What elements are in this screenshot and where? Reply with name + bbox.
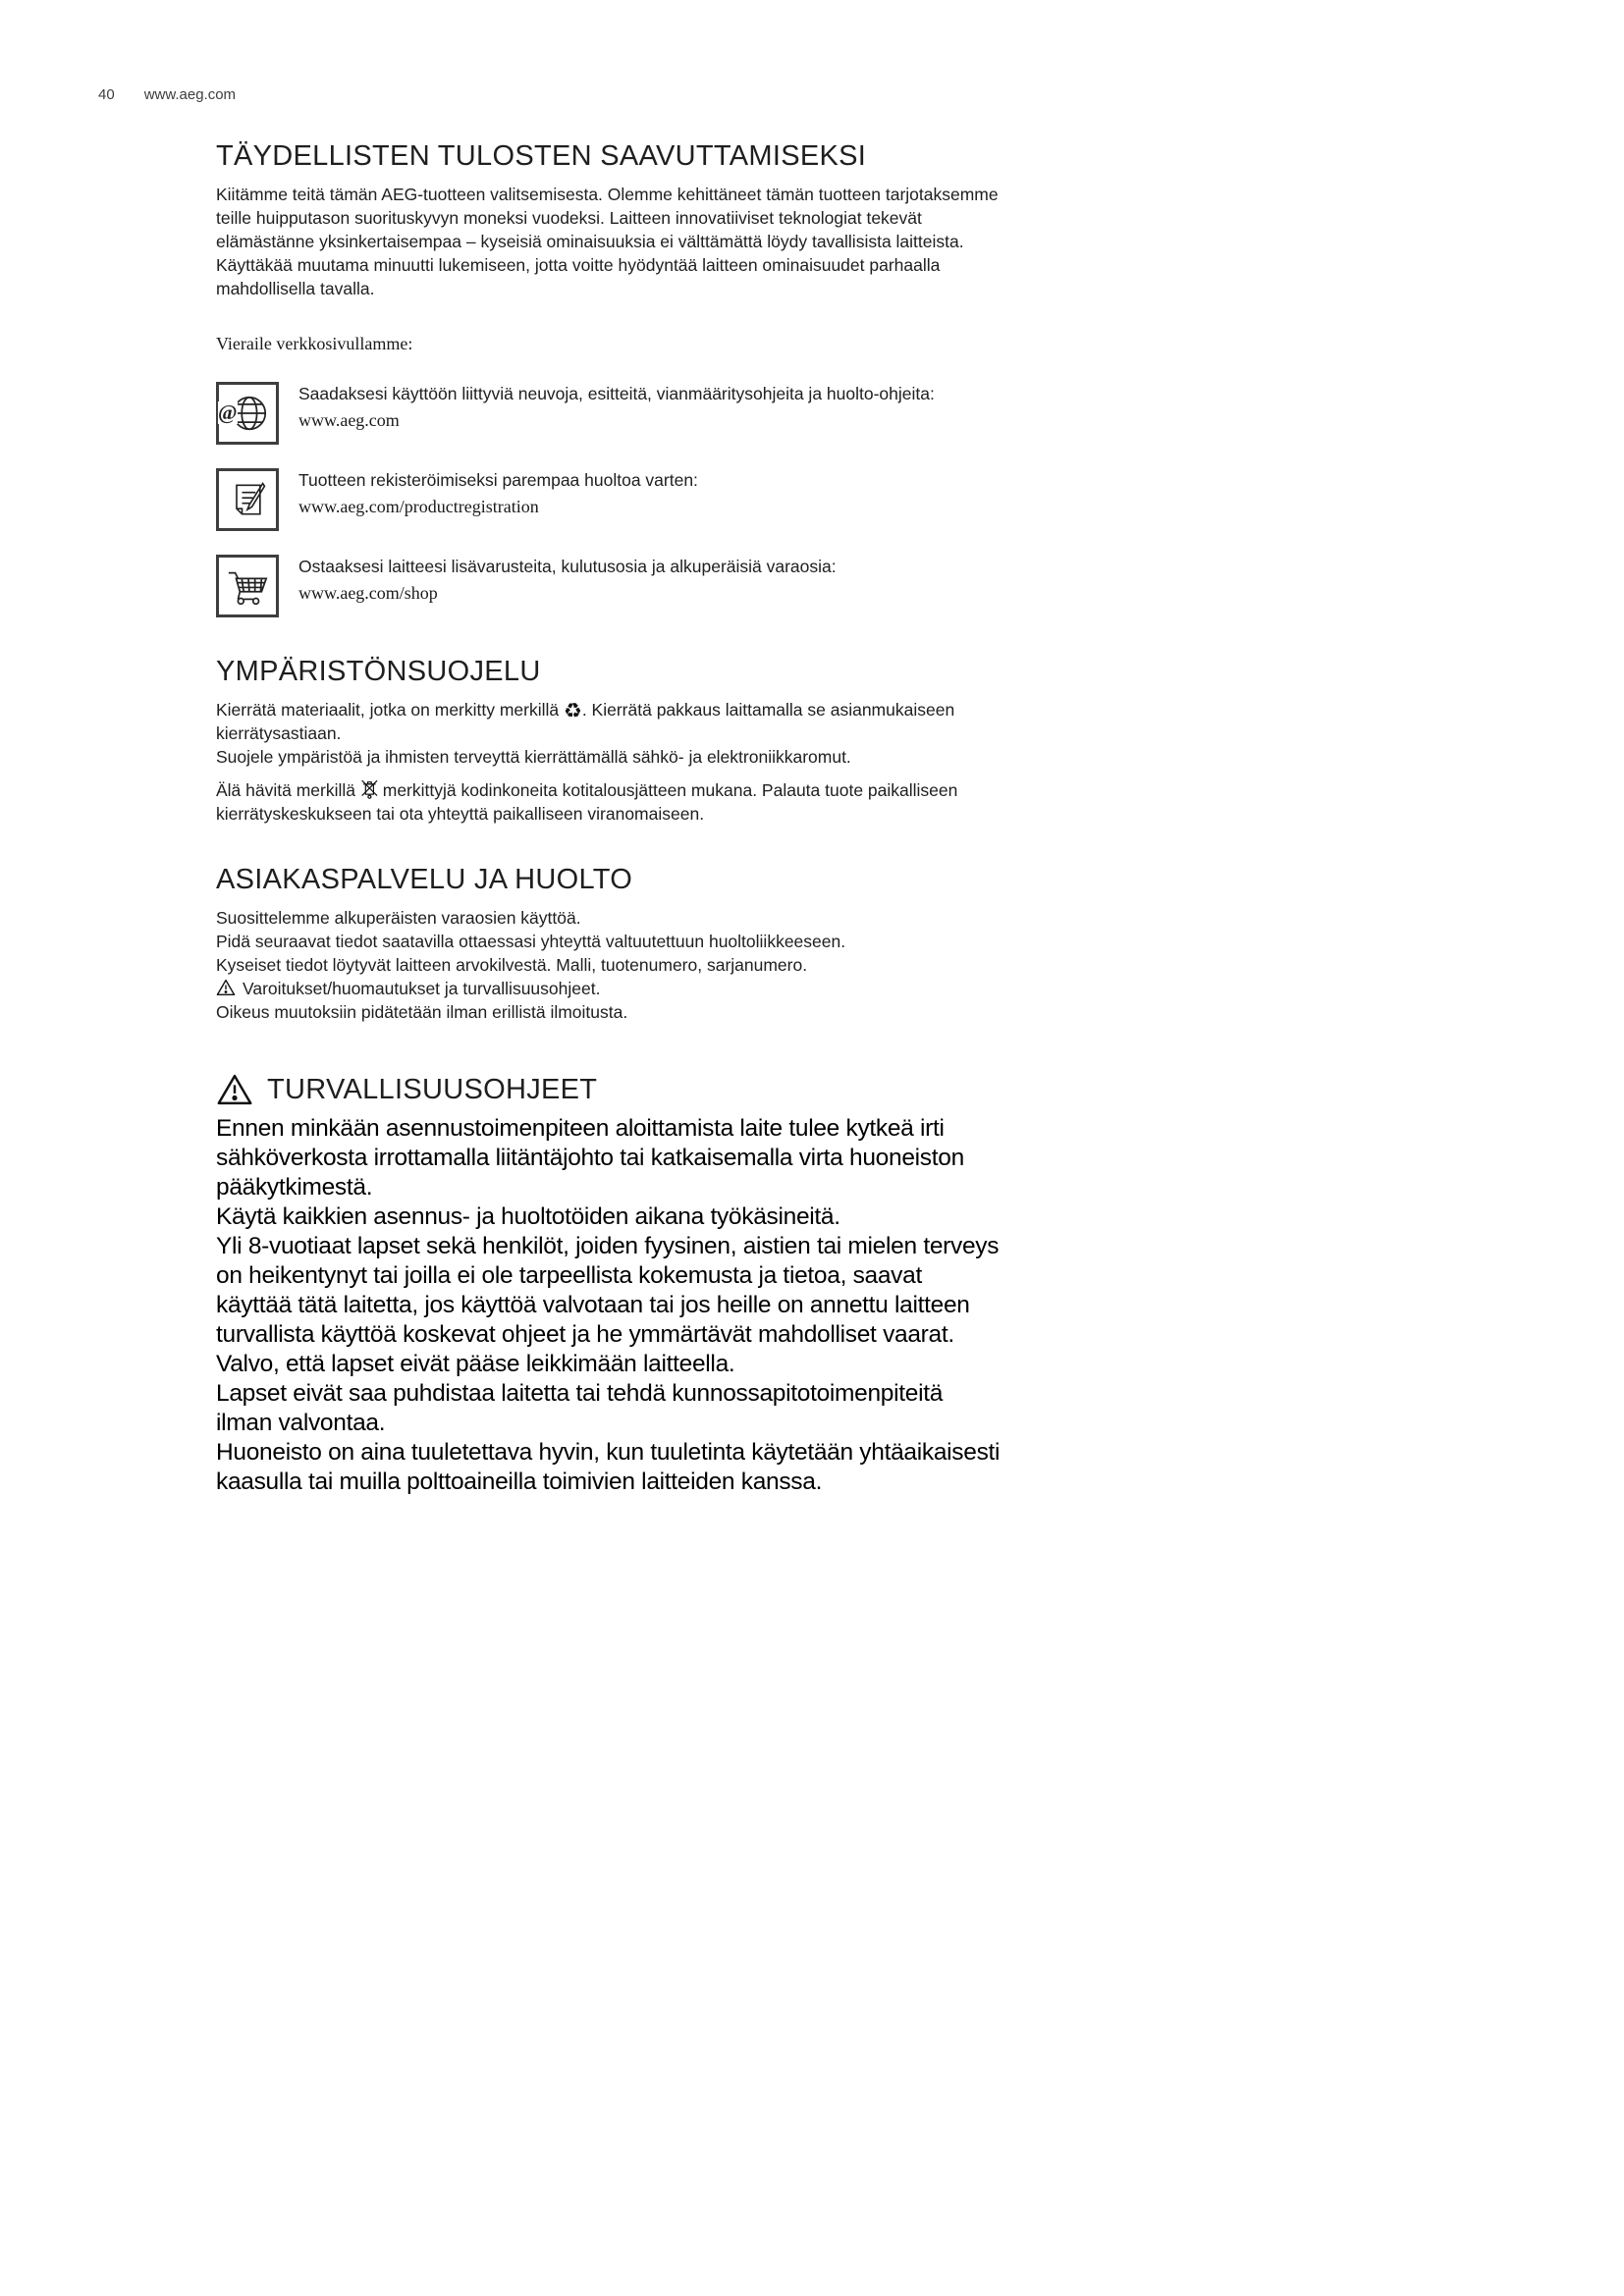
resource-description: Saadaksesi käyttöön liittyviä neuvoja, esitteitä, vianmääritysohjeita ja huolto-ohjeita: <box>298 384 935 403</box>
resource-text <box>298 382 935 432</box>
section-environment <box>216 655 1001 826</box>
page-number: 40 <box>98 86 115 103</box>
resource-link: www.aeg.com/shop <box>298 583 438 603</box>
service-line-1: Suosittelemme alkuperäisten varaosien käyttöä. <box>216 908 581 928</box>
header-site-url: www.aeg.com <box>143 86 237 103</box>
warning-triangle-icon-large <box>216 1073 253 1106</box>
resource-text <box>298 555 837 605</box>
recycle-icon: ♻ <box>564 700 582 722</box>
environment-text: . Kierrätä pakkaus laittamalla se asianmukaiseen kierrätysastiaan. <box>216 700 955 743</box>
environment-paragraph-1 <box>216 698 1001 745</box>
service-line-5: Oikeus muutoksiin pidätetään ilman erillistä ilmoitusta. <box>216 1002 628 1022</box>
safety-instructions <box>216 1114 1001 1497</box>
resource-text <box>298 468 698 518</box>
resource-link: www.aeg.com <box>298 410 400 430</box>
resource-row-shop <box>216 555 1001 617</box>
safety-paragraph: Yli 8-vuotiaat lapset sekä henkilöt, joiden fyysinen, aistien tai mielen terveys on heikentynyt tai joilla ei ole tarpeellista kokemusta ja tietoa, saavat käyttää tätä laitetta, jos käyttöä valvotaan tai jos heille on annettu laitteen turvallista käyttöä koskevat ohjeet ja he ymmärtävät mahdolliset vaarat. <box>216 1233 1000 1348</box>
section-heading-perfect-results: TÄYDELLISTEN TULOSTEN SAAVUTTAMISEKSI <box>216 140 867 172</box>
environment-text: merkittyjä kodinkoneita kotitalousjätteen mukana. Palauta tuote paikalliseen kierrätyskeskukseen tai ota yhteyttä paikalliseen viranomaiseen. <box>216 780 958 824</box>
section-service <box>216 863 1001 1024</box>
section-safety <box>216 1073 1001 1497</box>
globe-at-icon <box>216 382 279 445</box>
safety-heading-row <box>216 1073 1001 1106</box>
resource-row-registration <box>216 468 1001 531</box>
service-line-4 <box>216 977 1001 1000</box>
resource-link: www.aeg.com/productregistration <box>298 497 539 516</box>
safety-paragraph: Käytä kaikkien asennus- ja huoltotöiden aikana työkäsineitä. <box>216 1203 840 1230</box>
environment-paragraph-3 <box>216 778 1001 826</box>
service-line-3: Kyseiset tiedot löytyvät laitteen arvokilvestä. Malli, tuotenumero, sarjanumero. <box>216 955 808 975</box>
environment-text: Älä hävitä merkillä <box>216 780 360 800</box>
service-line-2: Pidä seuraavat tiedot saatavilla ottaessasi yhteyttä valtuutettuun huoltoliikkeeseen. <box>216 932 846 951</box>
environment-paragraph-2: Suojele ympäristöä ja ihmisten terveyttä kierrättämällä sähkö- ja elektroniikkaromut. <box>216 747 851 767</box>
resource-list <box>216 382 1001 617</box>
intro-paragraph: Kiitämme teitä tämän AEG-tuotteen valitsemisesta. Olemme kehittäneet tämän tuotteen tarjotaksemme teille huipputason suorituskyvyn moneksi vuodeksi. Laitteen innovatiiviset teknologiat tekevät elämästänne yksinkertaisempaa – kyseisiä ominaisuuksia ei välttämättä löydy tavallisista laitteista. Käyttäkää muutama minuutti lukemiseen, jotta voitte hyödyntää laitteen ominaisuudet parhaalla mahdollisella tavalla. <box>216 185 999 298</box>
page-header <box>98 86 236 103</box>
safety-paragraph: Huoneisto on aina tuuletettava hyvin, kun tuuletinta käytetään yhtäaikaisesti kaasulla tai muilla polttoaineilla toimivien laitteiden kanssa. <box>216 1439 1001 1495</box>
shopping-cart-icon <box>216 555 279 617</box>
resource-row-support <box>216 382 1001 445</box>
product-registration-icon <box>216 468 279 531</box>
environment-text: Kierrätä materiaalit, jotka on merkitty merkillä <box>216 700 564 720</box>
section-heading-service: ASIAKASPALVELU JA HUOLTO <box>216 864 633 895</box>
section-heading-environment: YMPÄRISTÖNSUOJELU <box>216 656 541 687</box>
warning-triangle-icon <box>216 979 236 996</box>
service-warning-text: Varoitukset/huomautukset ja turvallisuusohjeet. <box>243 979 601 998</box>
page-content <box>216 139 1001 1497</box>
resource-description: Ostaaksesi laitteesi lisävarusteita, kulutusosia ja alkuperäisiä varaosia: <box>298 557 837 576</box>
crossed-out-bin-icon <box>360 778 378 800</box>
resource-description: Tuotteen rekisteröimiseksi parempaa huoltoa varten: <box>298 470 698 490</box>
safety-paragraph: Valvo, että lapset eivät pääse leikkimään laitteella. <box>216 1351 735 1377</box>
safety-paragraph: Lapset eivät saa puhdistaa laitetta tai tehdä kunnossapitotoimenpiteitä ilman valvontaa. <box>216 1380 944 1436</box>
safety-paragraph: Ennen minkään asennustoimenpiteen aloittamista laite tulee kytkeä irti sähköverkosta irrottamalla liitäntäjohto tai katkaisemalla virta huoneiston pääkytkimestä. <box>216 1115 964 1201</box>
visit-website-line: Vieraile verkkosivullamme: <box>216 334 413 353</box>
at-glyph: @ <box>218 400 238 424</box>
section-heading-safety: TURVALLISUUSOHJEET <box>267 1074 598 1105</box>
